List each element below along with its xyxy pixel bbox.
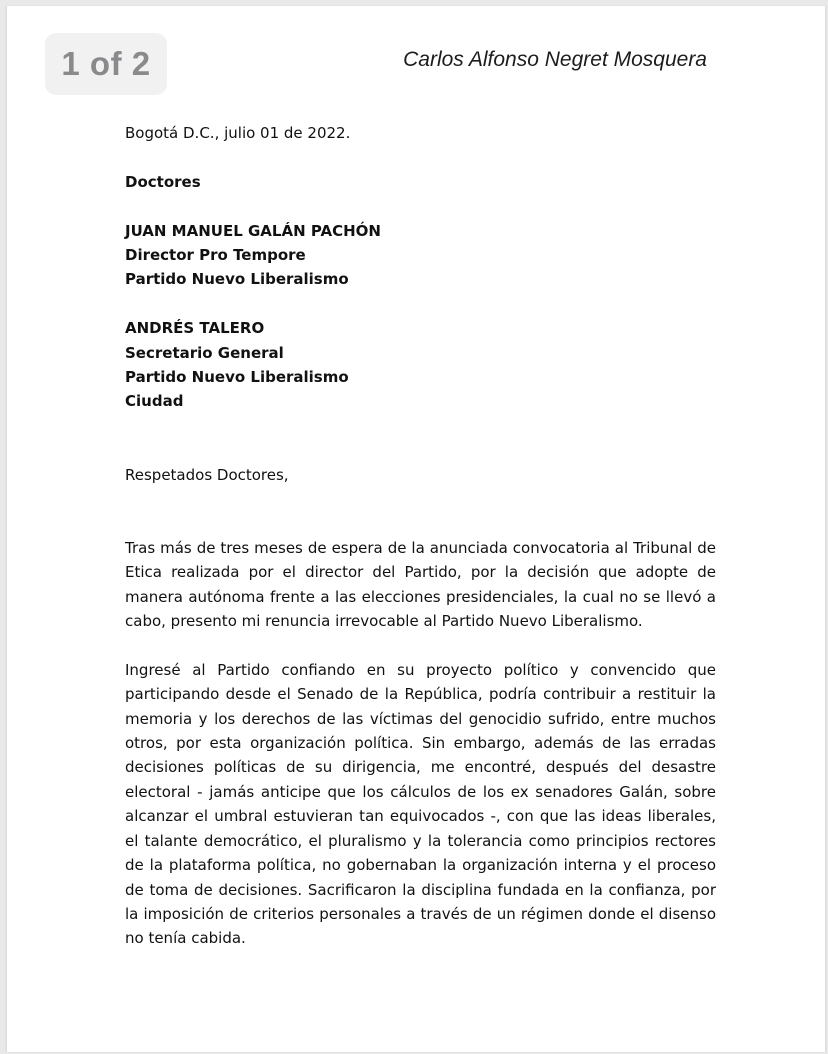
recipient-role: Secretario General (125, 343, 284, 362)
recipient-block-2 (125, 316, 716, 414)
body-paragraph: Ingresé al Partido confiando en su proyecto político y convencido que participando desde el Senado de la República, podría contribuir a restituir la memoria y los derechos de las víctimas del genocidio sufrido, entre muchos otros, por esta organización política. Sin embargo, además de las erradas decisiones políticas de su dirigencia, me encontré, después del desastre electoral - jamás anticipe que los cálculos de los ex senadores Galán, sobre alcanzar el umbral estuvieran tan equivocados -, con que las ideas liberales, el talante democrático, el pluralismo y la tolerancia como principios rectores de la plataforma política, no gobernaban la organización interna y el proceso de toma de decisiones. Sacrificaron la disciplina fundada en la confianza, por la imposición de criterios personales a través de un régimen donde el disenso no tenía cabida. (125, 660, 716, 948)
recipient-organization: Partido Nuevo Liberalismo (125, 368, 349, 387)
recipient-organization: Partido Nuevo Liberalismo (125, 270, 349, 289)
letter-author-header: Carlos Alfonso Negret Mosquera (403, 48, 707, 71)
greeting: Respetados Doctores, (125, 465, 289, 484)
recipient-name: ANDRÉS TALERO (125, 319, 265, 338)
page-indicator-badge: 1 of 2 (45, 33, 167, 95)
recipient-name: JUAN MANUEL GALÁN PACHÓN (125, 221, 381, 240)
recipient-block-1 (125, 219, 716, 292)
document-page (6, 6, 826, 1052)
place-date: Bogotá D.C., julio 01 de 2022. (125, 124, 351, 142)
letter-body (125, 121, 716, 951)
salutation-title: Doctores (125, 172, 201, 191)
body-paragraph: Tras más de tres meses de espera de la anunciada convocatoria al Tribunal de Etica realizada por el director del Partido, por la decisión que adopte de manera autónoma frente a las elecciones presidenciales, la cual no se llevó a cabo, presento mi renuncia irrevocable al Partido Nuevo Liberalismo. (125, 538, 716, 631)
recipient-role: Director Pro Tempore (125, 246, 306, 264)
recipient-city: Ciudad (125, 392, 184, 411)
